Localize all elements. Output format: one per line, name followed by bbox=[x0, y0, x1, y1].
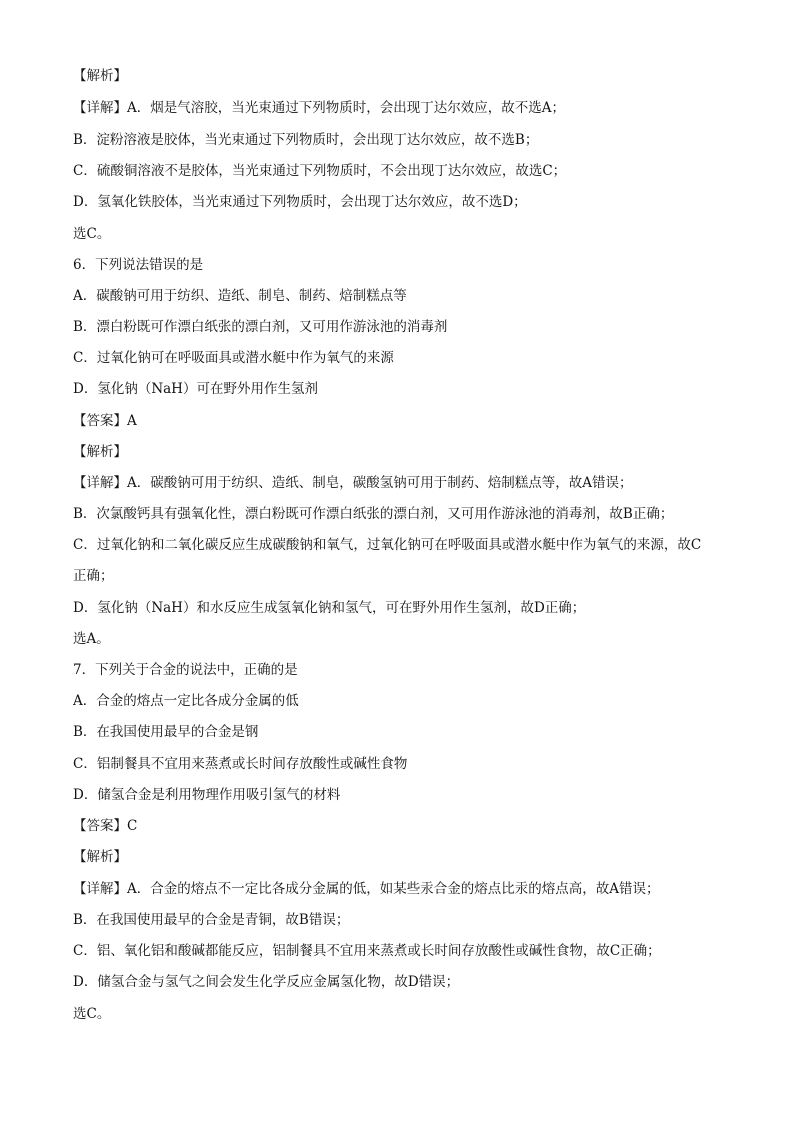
option-line: A．碳酸钠可用于纺织、造纸、制皂、制药、焙制糕点等 bbox=[73, 288, 407, 304]
option-line: B．漂白粉既可作漂白纸张的漂白剂，又可用作游泳池的消毒剂 bbox=[73, 319, 448, 335]
answer-label: 【答案】A bbox=[73, 413, 137, 429]
option-line: D．储氢合金是利用物理作用吸引氢气的材料 bbox=[73, 787, 341, 803]
text-line: 选C。 bbox=[73, 226, 111, 242]
text-line: 【解析】 bbox=[73, 444, 127, 460]
text-line: 【详解】A．烟是气溶胶，当光束通过下列物质时，会出现丁达尔效应，故不选A； bbox=[73, 100, 565, 116]
text-line: 选C。 bbox=[73, 1006, 111, 1022]
text-line: 【详解】A．碳酸钠可用于纺织、造纸、制皂，碳酸氢钠可用于制药、焙制糕点等，故A错误； bbox=[73, 475, 633, 491]
text-line: C．过氧化钠和二氧化碳反应生成碳酸钠和氧气，过氧化钠可在呼吸面具或潜水艇中作为氧气的来源，故C bbox=[73, 537, 702, 553]
text-line: C．硫酸铜溶液不是胶体，当光束通过下列物质时，不会出现丁达尔效应，故选C； bbox=[73, 163, 567, 179]
option-line: C．过氧化钠可在呼吸面具或潜水艇中作为氧气的来源 bbox=[73, 350, 394, 366]
text-line: D．氢氧化铁胶体，当光束通过下列物质时，会出现丁达尔效应，故不选D； bbox=[73, 194, 527, 210]
text-line: D．氢化钠（NaH）和水反应生成氢氧化钠和氢气，可在野外用作生氢剂，故D正确； bbox=[73, 600, 586, 616]
option-line: B．在我国使用最早的合金是钢 bbox=[73, 724, 259, 740]
question-title: 7．下列关于合金的说法中，正确的是 bbox=[73, 662, 298, 678]
text-line: B．在我国使用最早的合金是青铜，故B错误； bbox=[73, 912, 350, 928]
text-line: B．次氯酸钙具有强氧化性，漂白粉既可作漂白纸张的漂白剂，又可用作游泳池的消毒剂，故B正确； bbox=[73, 506, 674, 522]
answer-label: 【答案】C bbox=[73, 818, 138, 834]
question-title: 6．下列说法错误的是 bbox=[73, 257, 204, 273]
option-line: C．铝制餐具不宜用来蒸煮或长时间存放酸性或碱性食物 bbox=[73, 756, 408, 772]
text-line: B．淀粉溶液是胶体，当光束通过下列物质时，会出现丁达尔效应，故不选B； bbox=[73, 132, 539, 148]
text-line: 正确； bbox=[73, 568, 114, 584]
text-line: D．储氢合金与氢气之间会发生化学反应金属氢化物，故D错误； bbox=[73, 974, 460, 990]
text-line: 【解析】 bbox=[73, 68, 127, 84]
text-line: 【解析】 bbox=[73, 849, 127, 865]
option-line: A．合金的熔点一定比各成分金属的低 bbox=[73, 693, 299, 709]
text-line: C．铝、氧化铝和酸碱都能反应，铝制餐具不宜用来蒸煮或长时间存放酸性或碱性食物，故C正确； bbox=[73, 943, 661, 959]
text-line: 选A。 bbox=[73, 631, 110, 647]
option-line: D．氢化钠（NaH）可在野外用作生氢剂 bbox=[73, 381, 318, 397]
text-line: 【详解】A．合金的熔点不一定比各成分金属的低，如某些汞合金的熔点比汞的熔点高，故A错误； bbox=[73, 881, 660, 897]
